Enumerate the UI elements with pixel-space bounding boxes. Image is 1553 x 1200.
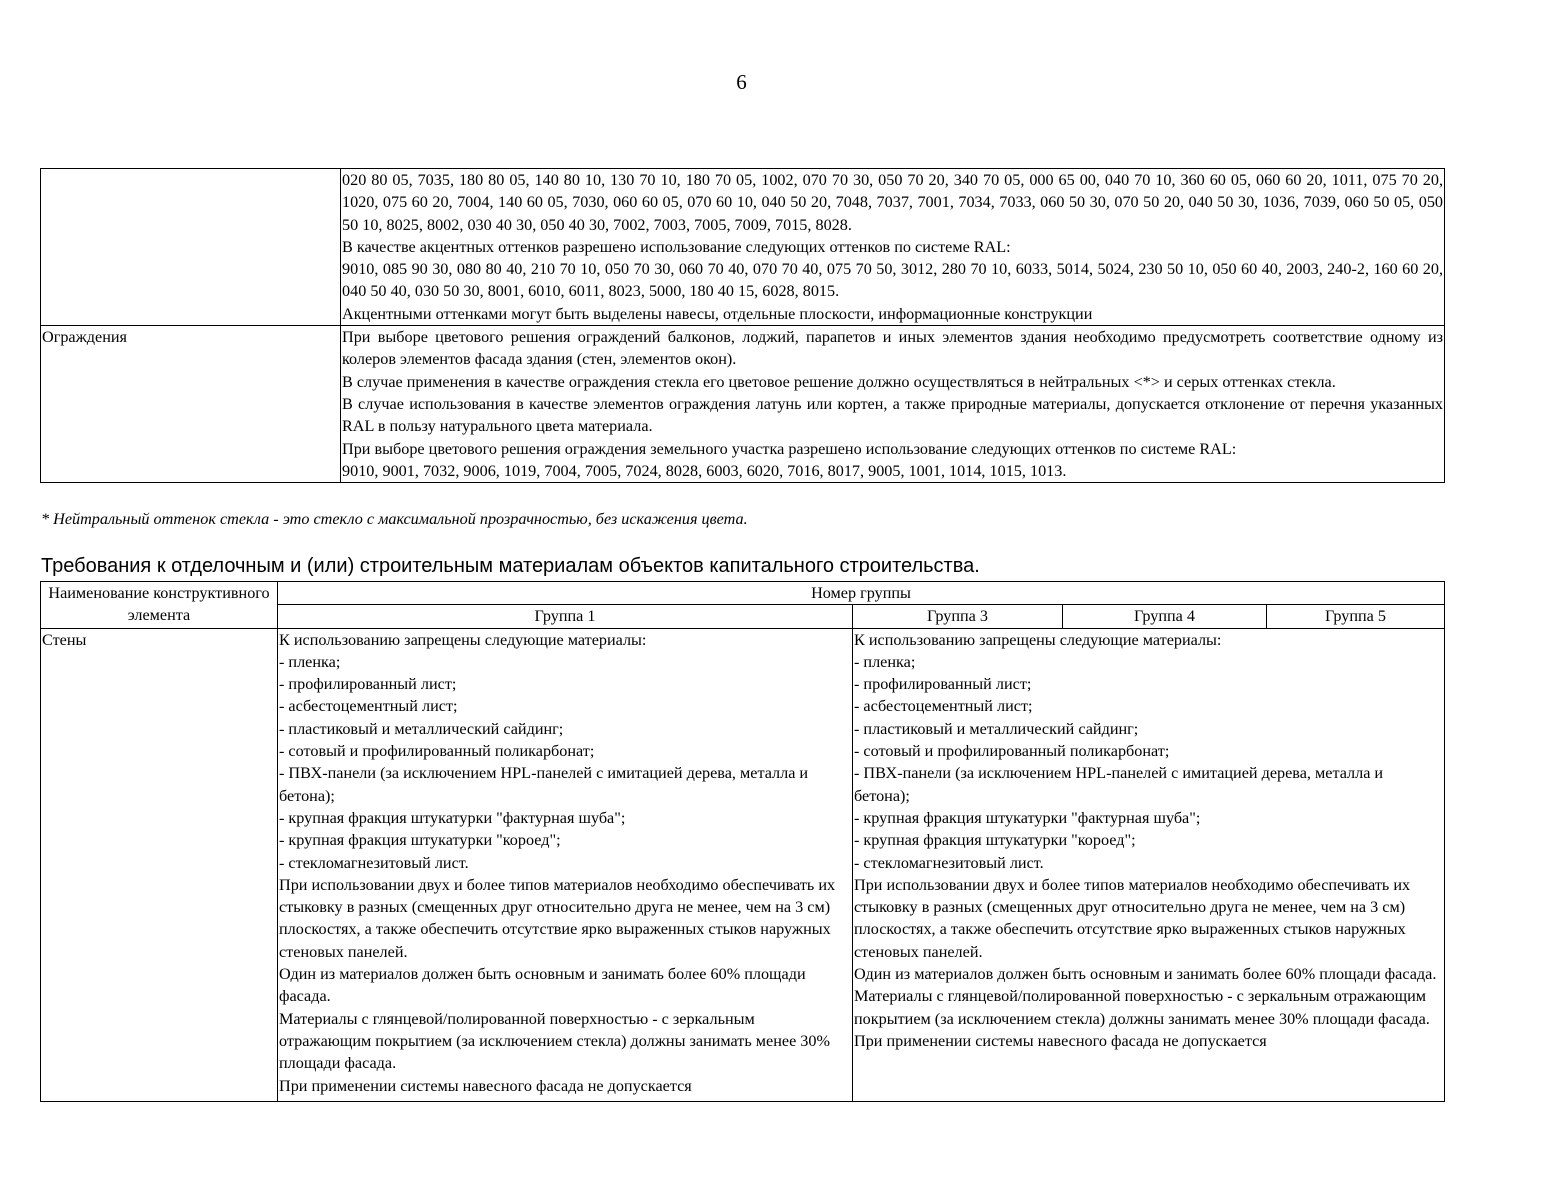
fence-paragraph: В случае использования в качестве элементов ограждения латунь или кортен, а также природные материалы, допускается отклонение от перечня указанных RAL в пользу натурального цвета материала. (342, 394, 1443, 436)
footnote: * Нейтральный оттенок стекла - это стекло с максимальной прозрачностью, без искажения цвета. (41, 510, 748, 528)
page-number: 6 (736, 70, 747, 94)
requirement-line: Материалы с глянцевой/полированной поверхностью - с зеркальным отражающим покрытием (за исключением стекла) должны занимать менее 30% площади фасада. (279, 1009, 830, 1073)
requirement-line: К использованию запрещены следующие материалы: (279, 630, 647, 649)
materials-table (40, 581, 1445, 1102)
requirement-line: - пленка; (279, 652, 341, 671)
requirement-line: - асбестоцементный лист; (279, 697, 458, 716)
requirement-line: - сотовый и профилированный поликарбонат; (854, 742, 1170, 761)
color-table (40, 168, 1445, 483)
fence-paragraph: При выборе цветового решения ограждений балконов, лоджий, парапетов и иных элементов здания необходимо предусмотреть соответствие одному из колеров элементов фасада здания (стен, элементов окон). (342, 328, 1443, 369)
accent-note: Акцентными оттенками могут быть выделены навесы, отдельные плоскости, информационные конструкции (342, 304, 1093, 323)
header-group-4: Группа 4 (1063, 605, 1267, 628)
requirement-line: - стекломагнезитовый лист. (854, 853, 1044, 872)
requirement-line: - ПВХ-панели (за исключением HPL-панелей с имитацией дерева, металла и бетона); (854, 764, 1384, 805)
requirement-line: - крупная фракция штукатурки "короед"; (279, 831, 561, 850)
header-group-1: Группа 1 (278, 605, 853, 628)
requirement-line: - крупная фракция штукатурки "короед"; (854, 831, 1136, 850)
requirement-line: При применении системы навесного фасада не допускается (854, 1031, 1267, 1050)
requirement-line: - пленка; (854, 652, 916, 671)
requirement-line: Материалы с глянцевой/полированной поверхностью - с зеркальным отражающим покрытием (за исключением стекла) должны занимать менее 30% площади фасада. (854, 987, 1430, 1028)
fence-paragraph: При выборе цветового решения ограждения земельного участка разрешено использование следующих оттенков по системе RAL: (342, 439, 1237, 458)
requirement-line: К использованию запрещены следующие материалы: (854, 630, 1222, 649)
accent-intro: В качестве акцентных оттенков разрешено использование следующих оттенков по системе RAL: (342, 237, 1011, 256)
table-header-row (41, 582, 1445, 605)
requirement-line: - сотовый и профилированный поликарбонат; (279, 742, 595, 761)
element-name-cell: Ограждения (41, 326, 341, 483)
header-element-name: Наименование конструктивного элемента (41, 582, 278, 629)
fence-ral-list: 9010, 9001, 7032, 9006, 1019, 7004, 7005, 7024, 8028, 6003, 6020, 7016, 8017, 9005, 1001, 1014, 1015, 1013. (342, 461, 1067, 480)
element-name-cell (41, 169, 341, 326)
group1-text (279, 629, 851, 1101)
header-group-number: Номер группы (278, 582, 1445, 605)
requirement-line: - крупная фракция штукатурки "фактурная шуба"; (854, 808, 1201, 827)
requirement-line: - асбестоцементный лист; (854, 697, 1033, 716)
ral-list-main: 020 80 05, 7035, 180 80 05, 140 80 10, 130 70 10, 180 70 05, 1002, 070 70 30, 050 70 20, 340 70 05, 000 65 00, 040 70 10, 360 60 05, 060 60 20, 1011, 075 70 20, 1020, 075 60 20, 7004, 140 60 05, 7030, 060 60 05, 070 60 10, 040 50 20, 7048, 7037, 7001, 7034, 7033, 060 50 30, 070 50 20, 040 50 30, 1036, 7039, 060 50 05, 050 50 10, 8025, 8002, 030 40 30, 050 40 30, 7002, 7003, 7005, 7009, 7015, 8028. (342, 171, 1443, 234)
requirement-line: При использовании двух и более типов материалов необходимо обеспечивать их стыковку в разных (смещенных друг относительно друга не менее, чем на 3 см) плоскостях, а также обеспечить отсутствие ярко выраженных стыков наружных стеновых панелей. (279, 875, 836, 961)
group345-requirements (853, 628, 1445, 1101)
section-heading: Требования к отделочным и (или) строительным материалам объектов капитального строительства. (41, 555, 980, 577)
requirement-line: При применении системы навесного фасада не допускается (279, 1076, 692, 1095)
requirement-line: - профилированный лист; (279, 675, 457, 694)
group345-text (854, 629, 1443, 1101)
requirement-line: Один из материалов должен быть основным и занимать более 60% площади фасада. (279, 965, 806, 1006)
table-row (41, 326, 1445, 483)
fence-paragraph: В случае применения в качестве ограждения стекла его цветовое решение должно осуществляться в нейтральных <*> и серых оттенках стекла. (342, 372, 1336, 391)
color-requirements-cell (341, 169, 1445, 326)
requirement-line: - профилированный лист; (854, 675, 1032, 694)
requirement-line: - ПВХ-панели (за исключением HPL-панелей с имитацией дерева, металла и бетона); (279, 764, 809, 805)
table-row (41, 628, 1445, 1101)
requirement-line: - крупная фракция штукатурки "фактурная шуба"; (279, 808, 626, 827)
ral-list-accent: 9010, 085 90 30, 080 80 40, 210 70 10, 050 70 30, 060 70 40, 070 70 40, 075 70 50, 3012, 280 70 10, 6033, 5014, 5024, 230 50 10, 050 60 40, 2003, 240-2, 160 60 20, 040 50 40, 030 50 30, 8001, 6010, 6011, 8023, 5000, 180 40 15, 6028, 8015. (342, 260, 1443, 301)
requirement-line: - стекломагнезитовый лист. (279, 853, 469, 872)
row-name-walls: Стены (41, 628, 278, 1101)
header-group-5: Группа 5 (1267, 605, 1445, 628)
requirement-line: Один из материалов должен быть основным и занимать более 60% площади фасада. (854, 965, 1437, 984)
table-row (41, 169, 1445, 326)
group1-requirements (278, 628, 853, 1101)
requirement-line: - пластиковый и металлический сайдинг; (279, 719, 564, 738)
header-group-3: Группа 3 (853, 605, 1063, 628)
requirement-line: При использовании двух и более типов материалов необходимо обеспечивать их стыковку в разных (смещенных друг относительно друга не менее, чем на 3 см) плоскостях, а также обеспечить отсутствие ярко выраженных стыков наружных стеновых панелей. (854, 875, 1411, 961)
requirement-line: - пластиковый и металлический сайдинг; (854, 719, 1139, 738)
fence-requirements-cell (341, 326, 1445, 483)
